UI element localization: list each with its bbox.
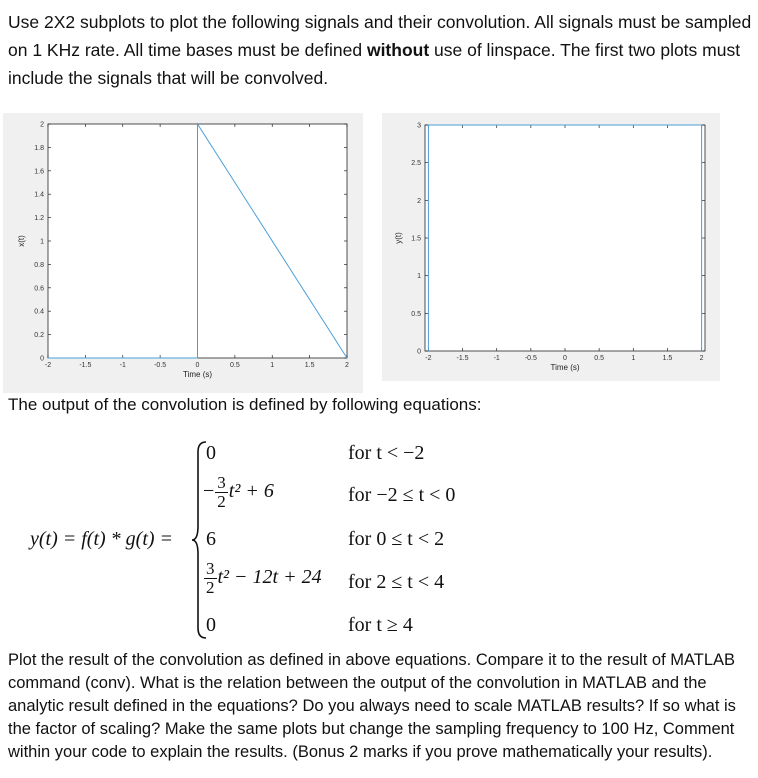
plot-yt-xtick-label: -1	[493, 355, 500, 362]
plot-xt-ytick-label: 1.2	[34, 215, 44, 223]
instructions-paragraph: Plot the result of the convolution as defined in above equations. Compare it to the result of MATLAB command (conv). What is the relation between the output of the convolution in MATLAB and the analytic result defined in the equations? Do you always need to scale MATLAB results? If so what is the factor of scaling? Make the same plots but change the sampling frequency to 100 Hz, Comment within your code to explain the results. (Bonus 2 marks if you prove mathematically your results).	[8, 651, 736, 761]
plot-xt-svg	[3, 113, 363, 393]
plot-yt-xlabel: Time (s)	[550, 363, 580, 372]
plot-xt-xtick-label: 0.5	[230, 362, 240, 369]
plot-xt-ytick-label: 1.6	[34, 168, 44, 176]
plot-yt-svg	[382, 113, 720, 381]
convolution-intro-text: The output of the convolution is defined by following equations:	[8, 395, 482, 414]
plot-yt-ytick-label: 1.5	[411, 235, 421, 243]
plot-yt-ytick-label: 0.5	[411, 310, 421, 318]
plot-yt-ytick-label: 2.5	[411, 160, 421, 168]
case-1-condition: for −2 ≤ t < 0	[348, 484, 456, 506]
plot-yt-xtick-label: -1.5	[456, 355, 469, 362]
plot-xt-ytick-label: 0	[40, 355, 44, 363]
equation-lhs: y(t) = f(t) * g(t) =	[30, 528, 174, 550]
plot-xt-xtick-label: -2	[44, 362, 52, 369]
plot-xt-ytick-label: 1.8	[34, 144, 44, 152]
plot-xt-xtick-label: 1	[270, 362, 275, 369]
plot-xt-ytick-label: 0.2	[34, 332, 44, 340]
plot-xt-xtick-label: 2	[345, 362, 349, 369]
intro-text-2: use of linspace. The first two plots must include the signals that will be convolved.	[8, 40, 741, 88]
case-3-expr: $\frac{3}{2}$ t² − 12t + 24	[206, 559, 322, 597]
intro-text-1: Use 2X2 subplots to plot the following signals and their convolution. All signals must be sampled on 1 KHz rate. All time bases must be defined	[8, 12, 752, 60]
plot-xt-xlabel: Time (s)	[182, 370, 213, 379]
plot-yt-xtick-label: 0.5	[594, 355, 605, 362]
case-0-condition: for t < −2	[348, 442, 425, 464]
plot-yt-figure	[382, 113, 720, 381]
plot-yt-xtick-label: -2	[425, 355, 432, 362]
plot-yt-ytick-label: 3	[417, 122, 421, 130]
plot-xt-ytick-label: 0.8	[34, 261, 44, 269]
intro-bold-word: without	[366, 40, 430, 60]
plot-xt-ylabel: x(t)	[17, 235, 26, 247]
case-2-condition: for 0 ≤ t < 2	[348, 528, 445, 550]
case-3-condition: for 2 ≤ t < 4	[348, 571, 445, 593]
plot-yt-ytick-label: 0	[417, 348, 421, 356]
plot-xt-ytick-label: 0.6	[34, 285, 44, 293]
plot-yt-xtick-label: 1	[631, 355, 636, 362]
plot-xt-xtick-label: -0.5	[154, 362, 167, 369]
plot-xt-ytick-label: 2	[40, 121, 44, 129]
plot-yt-xtick-label: -0.5	[524, 355, 537, 362]
plot-xt-figure	[3, 113, 363, 393]
plot-yt-ytick-label: 1	[417, 273, 421, 281]
plot-yt-xtick-label: 1.5	[662, 355, 673, 362]
intro-paragraph	[8, 8, 753, 92]
plot-xt-ytick-label: 1.4	[34, 191, 44, 199]
case-4-condition: for t ≥ 4	[348, 614, 413, 636]
plot-yt-ylabel: y(t)	[394, 232, 403, 244]
plot-xt-xtick-label: -1.5	[79, 362, 92, 369]
case-4-expr: 0	[206, 614, 216, 636]
case-2-expr: 6	[206, 528, 216, 550]
plot-xt-ytick-label: 0.4	[34, 308, 44, 316]
plot-xt-xtick-label: 1.5	[304, 362, 315, 369]
plot-yt-xtick-label: 2	[699, 355, 704, 362]
plot-yt-ytick-label: 2	[417, 197, 421, 205]
case-1-expr: − $\frac{3}{2}$ t² + 6	[203, 473, 274, 511]
plot-xt-xtick-label: -1	[119, 362, 126, 369]
plot-yt-axes-box	[425, 125, 705, 351]
case-0-expr: 0	[206, 442, 216, 464]
plot-xt-xtick-label: 0	[195, 362, 200, 369]
plot-xt-ytick-label: 1	[40, 238, 44, 246]
plot-yt-xtick-label: 0	[563, 355, 567, 362]
